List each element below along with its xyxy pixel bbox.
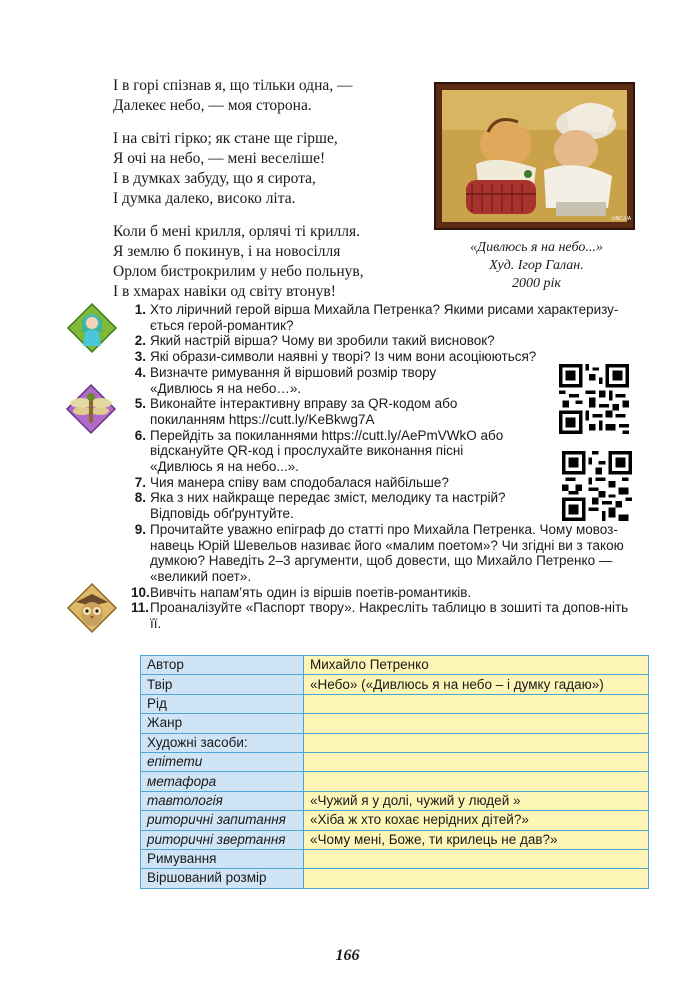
table-row — [141, 869, 649, 888]
question-text: Яка з них найкраще передає зміст, мелодику та настрій? Відповідь обґрунтуйте. — [150, 490, 506, 522]
passport-key: метафора — [141, 772, 304, 791]
caption-title: «Дивлюсь я на небо...» — [470, 240, 603, 255]
question-number: 1. — [134, 302, 146, 317]
dragonfly-icon — [65, 383, 117, 435]
table-row — [141, 830, 649, 849]
passport-key: риторичні запитання — [141, 811, 304, 830]
passport-value — [304, 869, 649, 888]
question-item — [131, 490, 511, 521]
question-number: 9. — [134, 521, 146, 537]
owl-icon — [66, 582, 118, 634]
thinking-girl-icon — [66, 302, 118, 354]
table-row — [141, 849, 649, 868]
table-row — [141, 694, 649, 713]
question-text: Прочитайте уважно епіграф до статті про Михайла Петренка. Чому мовоз-навець Юрій Шевельов називає його «малим поетом»? Чи згідні ви з такою думкою? Наведіть 2–3 аргументи, щоб довести, що Михайло Петренко — «великий поет». — [150, 521, 624, 584]
poem-stanza — [113, 76, 423, 116]
poem-stanza — [113, 222, 423, 302]
table-row — [141, 811, 649, 830]
passport-key: тавтологія — [141, 791, 304, 810]
poem-line: Я очі на небо, — мені веселіше! — [113, 150, 326, 167]
question-number: 4. — [134, 364, 146, 380]
poem-line: Коли б мені крилля, орлячі ті крилля. — [113, 223, 361, 240]
question-text: Чия манера співу вам сподобалася найбільше? — [150, 474, 449, 490]
passport-value — [304, 849, 649, 868]
question-item — [131, 428, 511, 475]
question-item — [131, 600, 636, 631]
table-row — [141, 733, 649, 752]
passport-value — [304, 714, 649, 733]
question-item — [131, 522, 636, 585]
question-number: 8. — [134, 490, 146, 506]
table-row — [141, 714, 649, 733]
page-number: 166 — [335, 947, 360, 964]
caption-author: Худ. Ігор Галан. — [489, 258, 584, 273]
qr-code-exercise[interactable] — [559, 364, 629, 434]
table-row — [141, 675, 649, 694]
question-text: Виконайте інтерактивну вправу за QR-кодом або покиланням https://cutt.ly/KeBkwg7A — [150, 396, 458, 427]
poem — [113, 76, 423, 315]
poem-line: І на світі гірко; як стане ще гірше, — [113, 130, 338, 147]
passport-value: «Небо» («Дивлюсь я на небо – і думку гадаю») — [304, 675, 649, 694]
passport-key: риторичні звертання — [141, 830, 304, 849]
passport-key: Віршований розмір — [141, 869, 304, 888]
passport-value: «Чому мені, Боже, ти крилець не дав?» — [304, 830, 649, 849]
passport-key: Римування — [141, 849, 304, 868]
question-number: 2. — [134, 333, 146, 349]
poem-line: І в горі спізнав я, що тільки одна, — — [113, 77, 353, 94]
passport-value: Михайло Петренко — [304, 656, 649, 675]
table-row — [141, 791, 649, 810]
question-item — [131, 396, 491, 427]
passport-value: «Чужий я у долі, чужий у людей » — [304, 791, 649, 810]
question-item — [131, 302, 636, 333]
passport-value — [304, 694, 649, 713]
poem-line: Орлом бистрокрилим у небо польнув, — [113, 263, 364, 280]
qr-code-song[interactable] — [562, 451, 632, 521]
passport-key: Жанр — [141, 714, 304, 733]
table-row — [141, 656, 649, 675]
question-text: Перейдіть за покиланнями https://cutt.ly/AePmVWkO або відскануйте QR-код і прослухайте виконання пісні «Дивлюсь я на небо...». — [150, 427, 504, 475]
question-text: Хто ліричний герой вірша Михайла Петренка? Якими рисами характеризу-ється герой-романтик? — [150, 302, 619, 333]
painting-caption — [434, 239, 639, 293]
poem-line: І в хмарах навіки од світу втонув! — [113, 283, 336, 300]
poem-line: Далекеє небо, — моя сторона. — [113, 97, 312, 114]
question-text: Які образи-символи наявні у творі? Із чим вони асоціюються? — [150, 349, 537, 365]
table-row — [141, 772, 649, 791]
question-item — [131, 349, 651, 365]
question-number: 11. — [131, 600, 150, 616]
passport-table — [140, 655, 649, 889]
passport-value: «Хіба ж хто кохає нерідних дітей?» — [304, 811, 649, 830]
passport-value — [304, 772, 649, 791]
question-number: 6. — [134, 427, 146, 443]
question-text: Який настрій вірша? Чому ви зробили такий висновок? — [150, 333, 495, 349]
painting-image — [434, 82, 635, 230]
passport-value — [304, 752, 649, 771]
question-text: Проаналізуйте «Паспорт твору». Накресліть таблицю в зошиті та допов-ніть її. — [150, 600, 629, 632]
question-number: 5. — [134, 396, 146, 412]
passport-key: епітети — [141, 752, 304, 771]
poem-stanza — [113, 129, 423, 209]
question-text: Вивчіть напам’ять один із віршів поетів-романтиків. — [150, 584, 472, 600]
passport-value — [304, 733, 649, 752]
table-row — [141, 752, 649, 771]
question-item — [131, 585, 651, 601]
question-number: 10. — [131, 584, 150, 600]
poem-line: І думка далеко, високо літа. — [113, 190, 296, 207]
passport-key: Автор — [141, 656, 304, 675]
question-item — [131, 333, 651, 349]
painting-illustration — [436, 84, 633, 228]
passport-key: Твір — [141, 675, 304, 694]
poem-line: І в думках забуду, що я сирота, — [113, 170, 316, 187]
question-text: Визначте римування й віршовий розмір твору «Дивлюсь я на небо…». — [150, 364, 437, 396]
painting-signature: UNC.UA — [612, 216, 632, 222]
passport-key: Художні засоби: — [141, 733, 304, 752]
question-item — [131, 365, 466, 396]
caption-year: 2000 рік — [512, 276, 561, 291]
question-number: 7. — [134, 474, 146, 490]
passport-key: Рід — [141, 694, 304, 713]
poem-line: Я землю б покинув, і на новосілля — [113, 243, 341, 260]
question-number: 3. — [134, 349, 146, 365]
